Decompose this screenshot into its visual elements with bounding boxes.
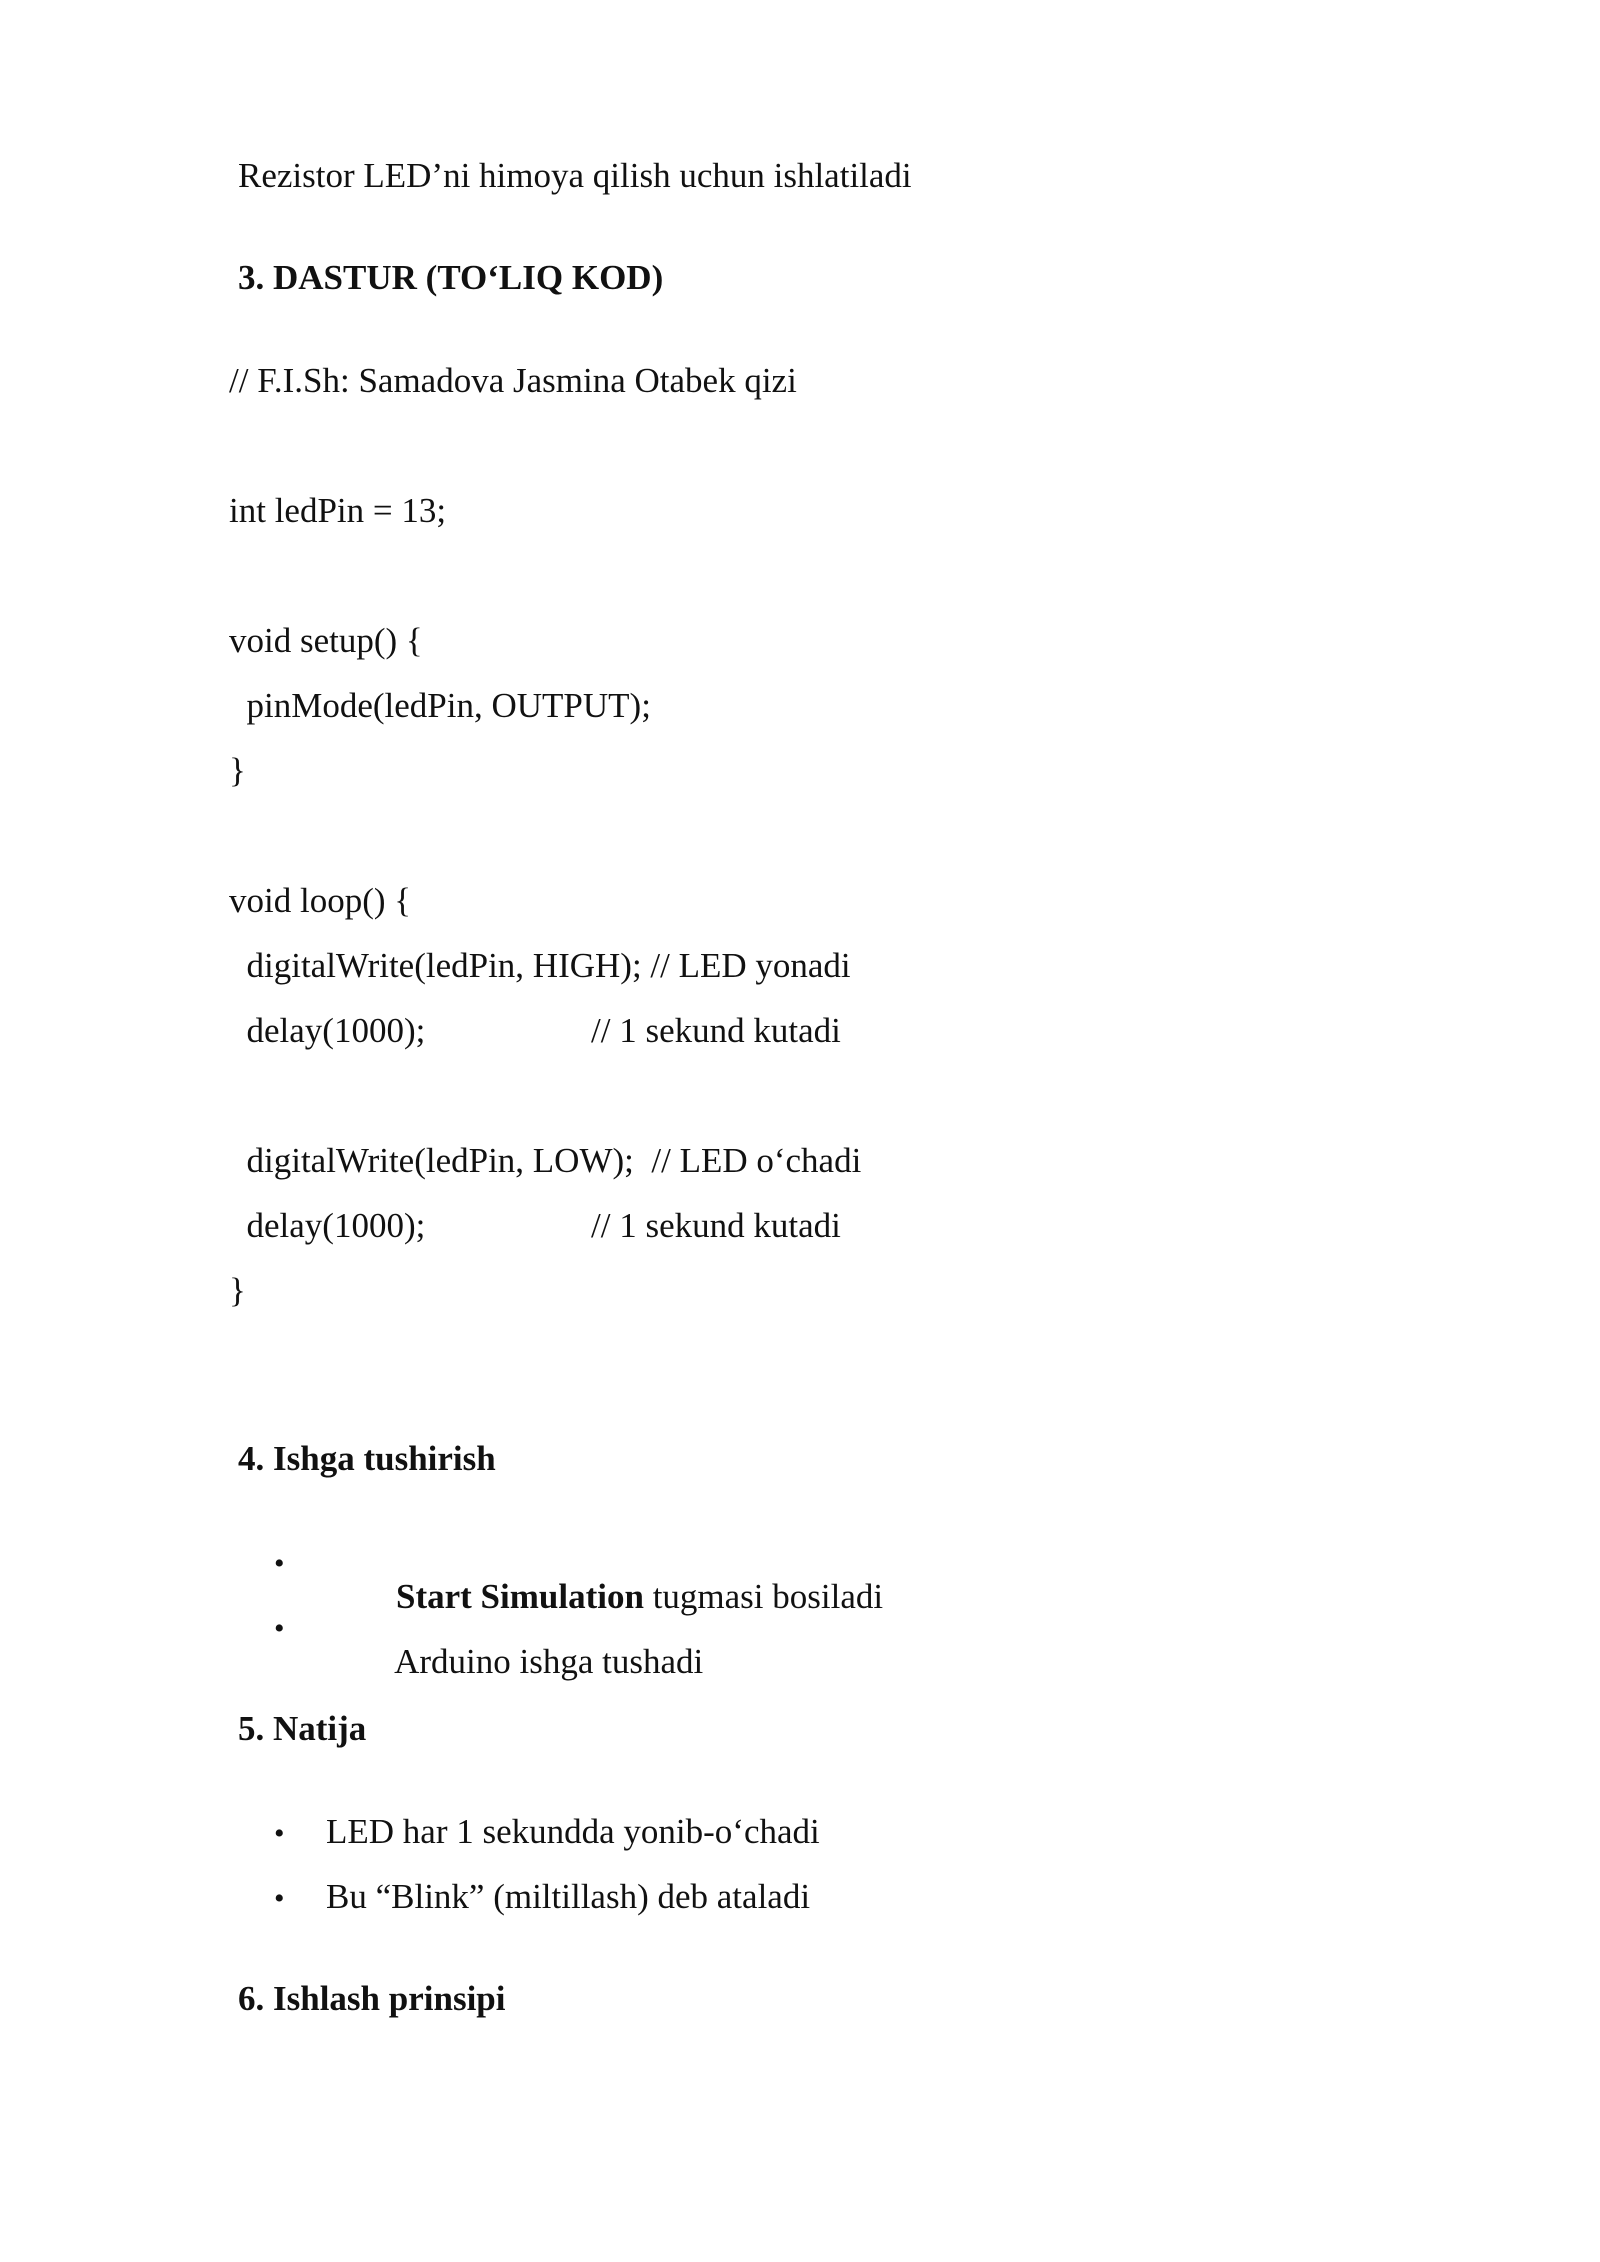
code-line-write-high: digitalWrite(ledPin, HIGH); // LED yonadi xyxy=(229,946,851,985)
code-comment-delay-2: // 1 sekund kutadi xyxy=(591,1206,841,1245)
bullet-icon: • xyxy=(274,1547,285,1580)
list-item-plain-text: tugmasi bosiladi xyxy=(643,1577,884,1616)
code-line-loop-open: void loop() { xyxy=(229,881,412,920)
bullet-icon: • xyxy=(274,1882,285,1915)
code-line-delay-1: delay(1000); xyxy=(229,1011,426,1050)
code-line-setup-open: void setup() { xyxy=(229,621,423,660)
section-5-heading: 5. Natija xyxy=(238,1709,367,1748)
code-line-setup-close: } xyxy=(229,751,246,790)
list-item-text xyxy=(326,1609,703,1714)
code-comment-author: // F.I.Sh: Samadova Jasmina Otabek qizi xyxy=(229,361,797,400)
code-line-pinmode: pinMode(ledPin, OUTPUT); xyxy=(229,686,651,725)
code-line-ledpin: int ledPin = 13; xyxy=(229,491,447,530)
list-item-text: LED har 1 sekundda yonib-o‘chadi xyxy=(326,1812,820,1851)
code-line-loop-close: } xyxy=(229,1271,246,1310)
code-comment-delay-1: // 1 sekund kutadi xyxy=(591,1011,841,1050)
list-item-text: Bu “Blink” (miltillash) deb ataladi xyxy=(326,1877,811,1916)
bullet-icon: • xyxy=(274,1612,285,1645)
bullet-icon: • xyxy=(274,1817,285,1850)
list-item-bold-text: Start Simulation xyxy=(396,1577,644,1616)
section-6-heading: 6. Ishlash prinsipi xyxy=(238,1979,506,2018)
section-4-heading: 4. Ishga tushirish xyxy=(238,1439,496,1478)
section-3-heading: 3. DASTUR (TO‘LIQ KOD) xyxy=(238,258,664,297)
intro-text: Rezistor LED’ni himoya qilish uchun ishlatiladi xyxy=(238,156,912,195)
code-line-write-low: digitalWrite(ledPin, LOW); // LED o‘chadi xyxy=(229,1141,862,1180)
list-item-plain-text: Arduino ishga tushadi xyxy=(394,1642,704,1681)
code-line-delay-2: delay(1000); xyxy=(229,1206,426,1245)
